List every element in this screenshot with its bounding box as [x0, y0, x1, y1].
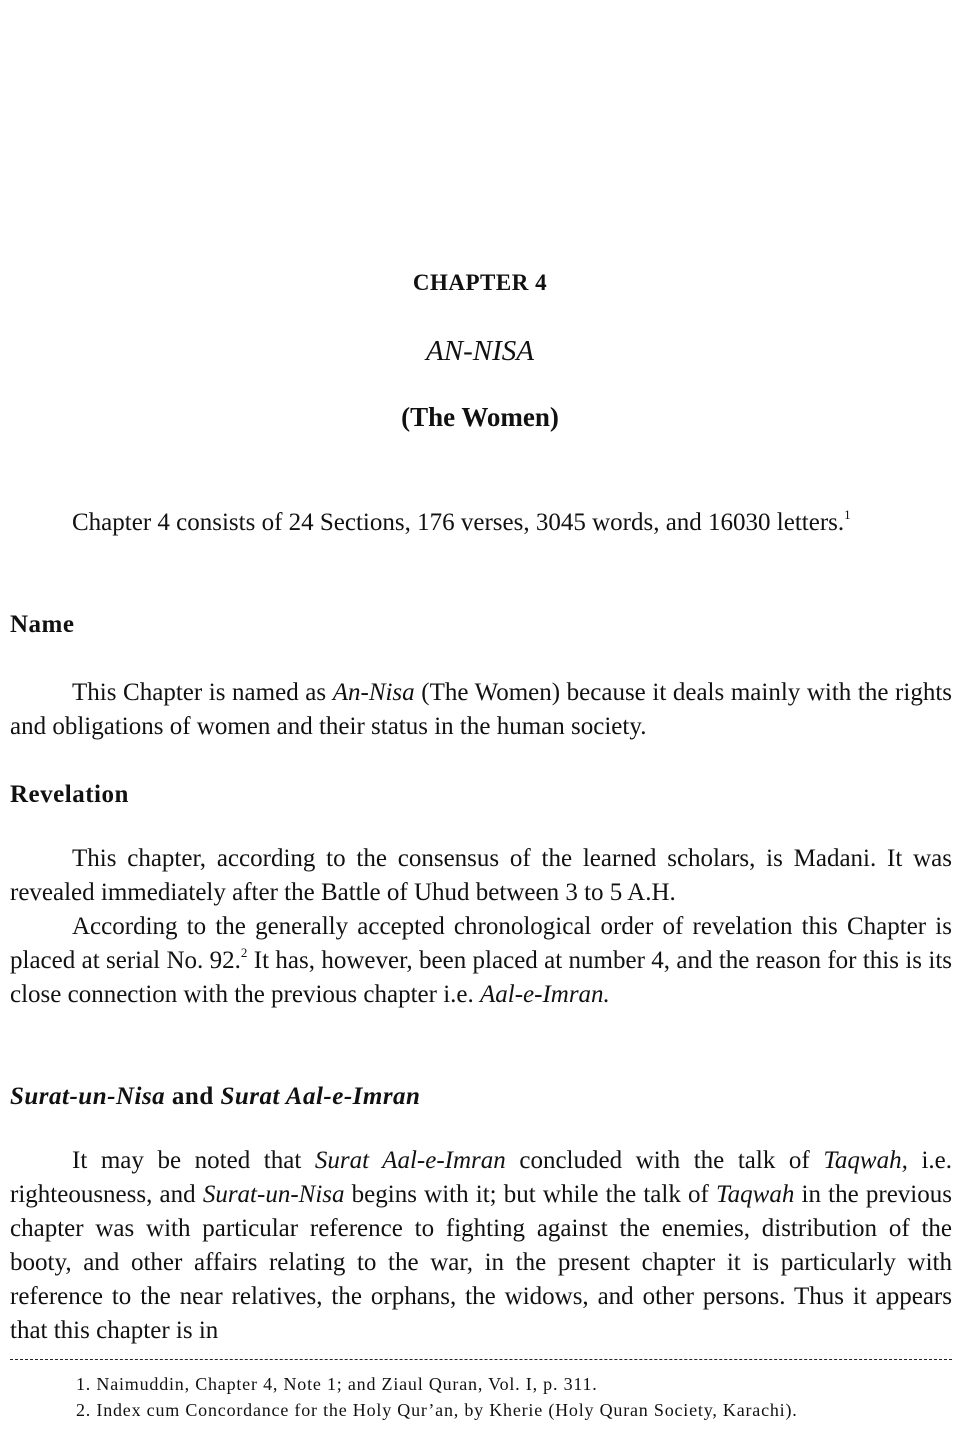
comparison-heading: [10, 1080, 952, 1114]
name-italic: An-Nisa: [332, 679, 415, 706]
revelation-p2-post: It has, however, been placed at number 4, and the reason for this is its close connection with the previous chapter i.e.: [10, 947, 952, 1008]
name-heading: Name: [10, 611, 75, 638]
footnote-divider: [10, 1359, 952, 1360]
comparison-heading-block: [10, 1080, 952, 1114]
chapter-label: CHAPTER 4: [412, 270, 548, 295]
comparison-t4: begins with it; but while the talk of: [344, 1181, 717, 1208]
revelation-p2-pre: According to the generally accepted chronological order of revelation this Chapter is placed at serial No. 92.: [10, 913, 952, 974]
comparison-t5: in the previous chapter was with particular reference to fighting against the enemies, distribution of the booty, and other affairs relating to the war, in the present chapter it is particularly with reference to the near relatives, the orphans, the widows, and other persons. Thus it appears that this chapter is in: [10, 1181, 952, 1344]
comparison-heading-and: and: [165, 1083, 221, 1110]
revelation-p2-italic: Aal-e-Imran.: [479, 981, 610, 1008]
footnote-ref-1: 1: [844, 507, 851, 522]
comparison-i3: Surat-un-Nisa: [202, 1181, 345, 1208]
name-text-pre: This Chapter is named as: [72, 679, 333, 706]
name-text-post: (The Women) because it deals mainly with the rights and obligations of women and their status in the human society.: [10, 679, 952, 740]
name-paragraph: [10, 676, 952, 744]
comparison-i4: Taqwah: [716, 1181, 795, 1208]
revelation-paragraphs: [10, 842, 952, 1012]
comparison-t1: It may be noted that: [72, 1147, 315, 1174]
revelation-paragraph-2: [10, 910, 952, 1012]
name-heading-block: [10, 608, 952, 642]
comparison-t3: i.e. righteousness, and: [10, 1147, 953, 1208]
revelation-heading-block: [10, 778, 952, 812]
intro-paragraph: [10, 506, 952, 540]
comparison-paragraph: [10, 1144, 952, 1348]
revelation-heading: Revelation: [10, 781, 129, 808]
footnote-1: 1. Naimuddin, Chapter 4, Note 1; and Ziaul Quran, Vol. I, p. 311.: [76, 1374, 598, 1394]
footnote-ref-2: 2: [240, 945, 248, 960]
comparison-i1: Surat Aal-e-Imran: [314, 1147, 506, 1174]
chapter-title: AN-NISA: [426, 335, 534, 367]
chapter-subtitle: (The Women): [401, 402, 559, 432]
comparison-t2: concluded with the talk of: [505, 1147, 824, 1174]
comparison-heading-part2: Surat Aal-e-Imran: [220, 1083, 421, 1110]
comparison-i2: Taqwah,: [823, 1147, 908, 1174]
footnote-2: 2. Index cum Concordance for the Holy Qur’an, by Kherie (Holy Quran Society, Karachi).: [76, 1400, 798, 1420]
intro-text: Chapter 4 consists of 24 Sections, 176 verses, 3045 words, and 16030 letters.: [72, 509, 845, 536]
revelation-paragraph-1: This chapter, according to the consensus of the learned scholars, is Madani. It was revealed immediately after the Battle of Uhud between 3 to 5 A.H.: [10, 845, 952, 906]
comparison-heading-part1: Surat-un-Nisa: [10, 1083, 166, 1110]
